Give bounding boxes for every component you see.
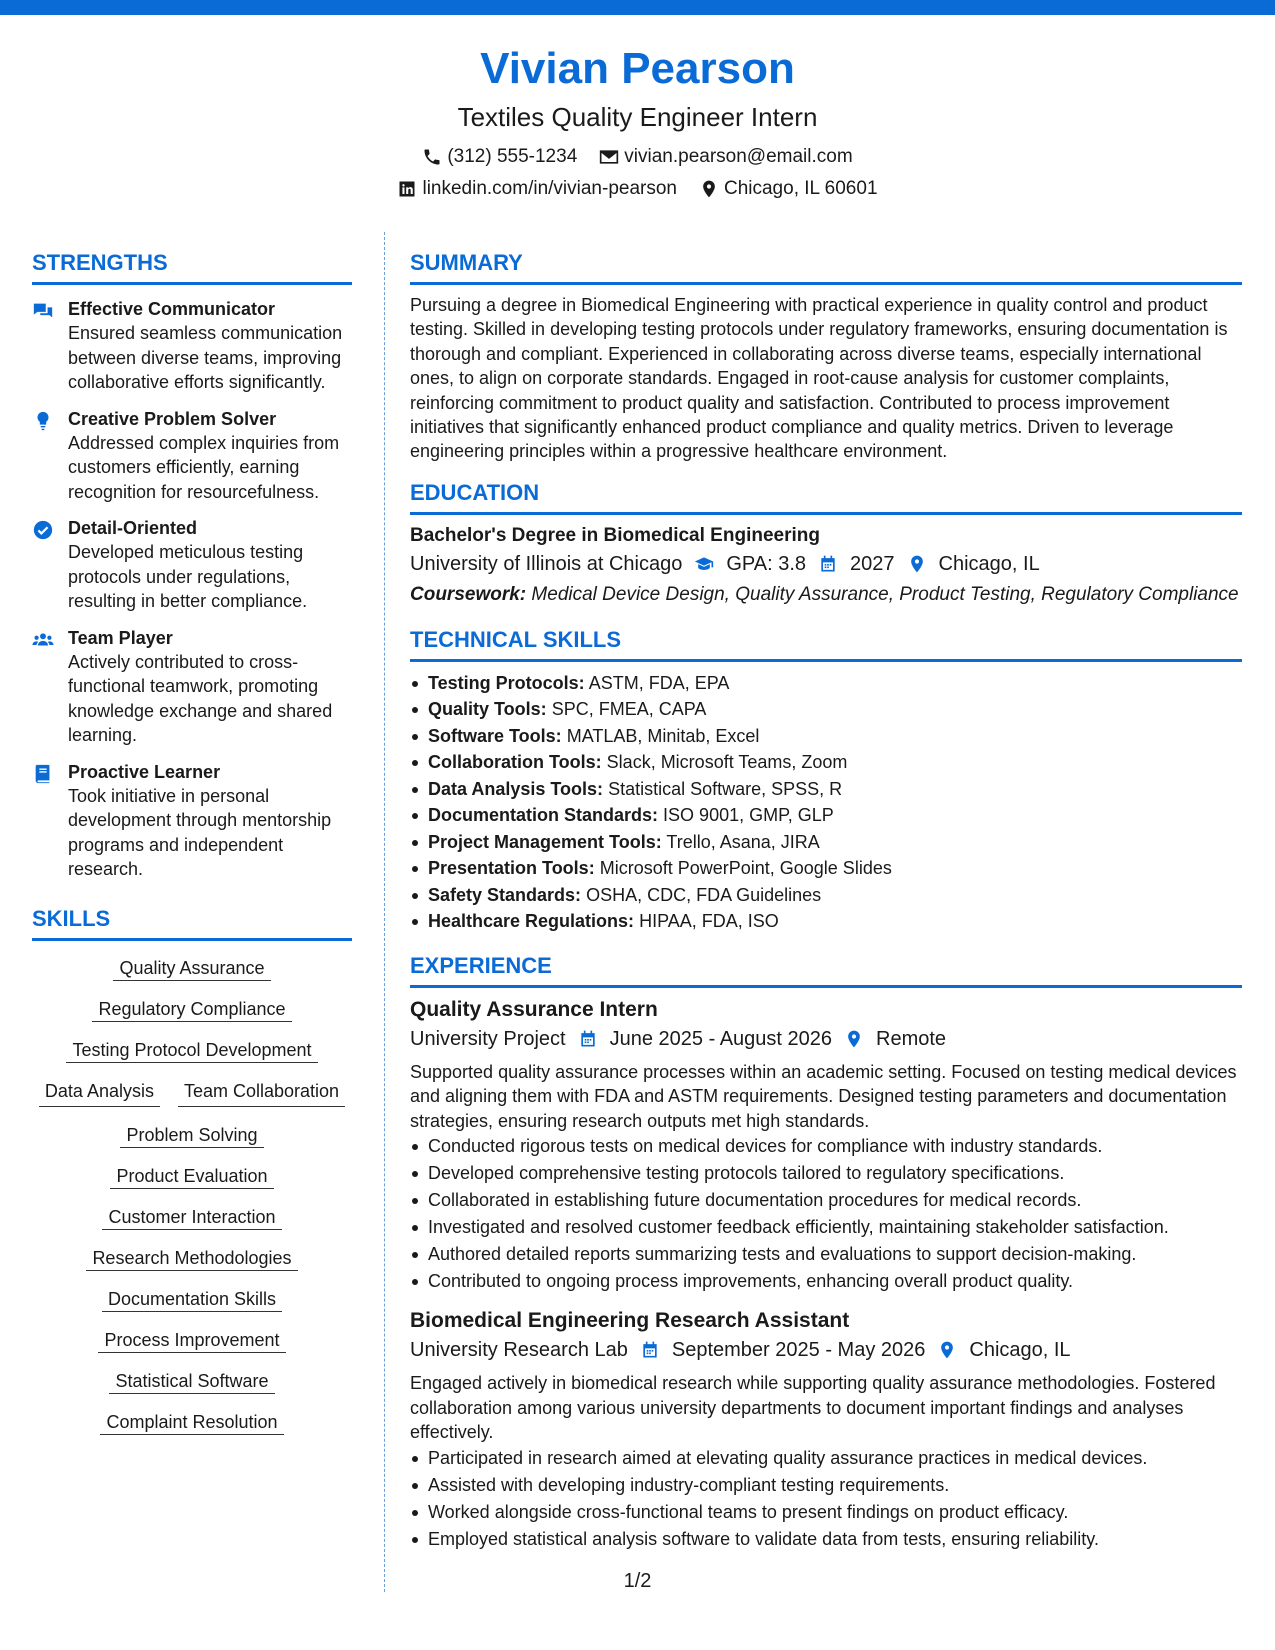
skill-tag: Documentation Skills	[102, 1289, 282, 1312]
skill-tags	[32, 941, 352, 1450]
candidate-title: Textiles Quality Engineer Intern	[457, 102, 818, 132]
calendar-icon	[818, 554, 838, 574]
candidate-name: Vivian Pearson	[480, 44, 795, 93]
list-item	[410, 802, 1242, 829]
email-text: vivian.pearson@email.com	[624, 146, 853, 167]
job-org: University Research Lab	[410, 1339, 628, 1362]
contact-location	[699, 176, 878, 202]
skill-value: HIPAA, FDA, ISO	[639, 911, 779, 932]
linkedin-text: linkedin.com/in/vivian-pearson	[422, 178, 677, 199]
graduation-year: 2027	[850, 552, 895, 575]
strengths-section	[32, 248, 352, 882]
skill-tag: Customer Interaction	[102, 1207, 281, 1230]
lightbulb-icon	[32, 410, 54, 432]
skill-row	[32, 1409, 352, 1435]
contact-linkedin	[397, 176, 677, 202]
skill-row	[32, 1368, 352, 1394]
job-entry	[410, 996, 1242, 1296]
strength-title: Team Player	[68, 627, 173, 648]
skill-label: Quality Tools:	[428, 699, 547, 720]
skills-heading: SKILLS	[32, 904, 352, 941]
list-item: Investigated and resolved customer feedback efficiently, maintaining stakeholder satisfaction.	[410, 1214, 1242, 1241]
contact-row-2	[0, 176, 1275, 202]
skill-value: ASTM, FDA, EPA	[588, 672, 730, 693]
skill-row	[32, 1327, 352, 1353]
strength-item	[32, 760, 352, 882]
map-pin-icon	[699, 179, 719, 199]
skill-tag: Regulatory Compliance	[92, 999, 291, 1022]
list-item	[410, 855, 1242, 882]
skill-tag: Team Collaboration	[178, 1078, 345, 1107]
list-item: Participated in research aimed at elevating quality assurance practices in medical devices.	[410, 1445, 1242, 1472]
list-item: Collaborated in establishing future documentation procedures for medical records.	[410, 1187, 1242, 1214]
calendar-icon	[640, 1340, 660, 1360]
map-pin-icon	[844, 1029, 864, 1049]
job-org: University Project	[410, 1027, 566, 1050]
strength-desc: Took initiative in personal development through mentorship programs and independent research.	[68, 785, 332, 879]
list-item	[410, 749, 1242, 776]
map-pin-icon	[937, 1340, 957, 1360]
strength-title: Effective Communicator	[68, 299, 276, 319]
experience-section	[410, 951, 1242, 1553]
summary-text: Pursuing a degree in Biomedical Engineering with practical experience in quality control and product testing. Skilled in developing testing protocols under regulatory frameworks, ensuring documentation is thorough and compliant. Experienced in collaborating across diverse teams, especially international ones, to align on corporate standards. Engaged in root-cause analysis for customer complaints, reinforcing commitment to product quality and satisfaction. Contributed to process improvement initiatives that significantly enhanced product compliance and quality metrics. Driven to leverage engineering principles within a progressive healthcare environment.	[410, 295, 1228, 462]
list-item	[410, 696, 1242, 723]
list-item: Contributed to ongoing process improvements, enhancing overall product quality.	[410, 1268, 1242, 1295]
resume-header	[0, 40, 1275, 202]
skill-value: OSHA, CDC, FDA Guidelines	[586, 884, 822, 905]
skill-tag: Process Improvement	[98, 1330, 285, 1353]
strength-item	[32, 297, 352, 395]
skill-tag: Statistical Software	[109, 1371, 274, 1394]
skill-row	[32, 1163, 352, 1189]
strength-title: Creative Problem Solver	[68, 408, 277, 429]
map-pin-icon	[907, 554, 927, 574]
education-section	[410, 478, 1242, 607]
job-dates: September 2025 - May 2026	[671, 1339, 926, 1362]
skill-value: MATLAB, Minitab, Excel	[566, 725, 760, 746]
strength-item	[32, 407, 352, 505]
job-title: Quality Assurance Intern	[410, 997, 658, 1021]
skill-row	[32, 1037, 352, 1063]
summary-section	[410, 248, 1242, 464]
skill-tag: Product Evaluation	[110, 1166, 273, 1189]
experience-heading: EXPERIENCE	[410, 951, 1242, 988]
strength-desc: Addressed complex inquiries from customers efficiently, earning recognition for resourcefulness.	[68, 432, 340, 502]
job-dates: June 2025 - August 2026	[609, 1027, 833, 1050]
coursework-label: Coursework:	[410, 583, 527, 605]
skill-value: Microsoft PowerPoint, Google Slides	[599, 858, 892, 879]
list-item: Employed statistical analysis software to validate data from tests, ensuring reliability.	[410, 1526, 1242, 1553]
technical-skills-section	[410, 625, 1242, 935]
list-item	[410, 723, 1242, 750]
phone-text: (312) 555-1234	[447, 146, 578, 167]
skill-label: Documentation Standards:	[428, 805, 659, 826]
envelope-icon	[599, 147, 619, 167]
job-bullets	[410, 1133, 1242, 1295]
contact-email	[599, 144, 852, 170]
list-item	[410, 882, 1242, 909]
skill-tag: Complaint Resolution	[100, 1412, 283, 1435]
coursework	[410, 583, 1242, 607]
users-icon	[32, 629, 54, 651]
skill-row	[32, 1245, 352, 1271]
page-number: 1/2	[623, 1570, 652, 1592]
technical-skills-heading: TECHNICAL SKILLS	[410, 625, 1242, 662]
skill-label: Safety Standards:	[428, 884, 582, 905]
skill-label: Presentation Tools:	[428, 858, 595, 879]
right-column	[410, 248, 1242, 1553]
skill-label: Project Management Tools:	[428, 831, 662, 852]
top-accent-bar	[0, 0, 1275, 15]
strength-item	[32, 516, 352, 614]
skill-value: ISO 9001, GMP, GLP	[663, 805, 834, 826]
skill-value: Statistical Software, SPSS, R	[608, 778, 843, 799]
school-name: University of Illinois at Chicago	[410, 552, 683, 575]
list-item: Developed comprehensive testing protocols tailored to regulatory specifications.	[410, 1160, 1242, 1187]
skill-tag: Problem Solving	[120, 1125, 263, 1148]
job-description: Engaged actively in biomedical research while supporting quality assurance methodologies. Fostered collaboration among various university departments to document important findings and analyses effectively.	[410, 1373, 1216, 1443]
strengths-heading: STRENGTHS	[32, 248, 352, 285]
location-text: Chicago, IL 60601	[723, 178, 878, 199]
skill-row	[32, 1122, 352, 1148]
strength-desc: Developed meticulous testing protocols under regulations, resulting in better compliance.	[68, 542, 308, 611]
list-item	[410, 670, 1242, 697]
degree-title: Bachelor's Degree in Biomedical Engineering	[410, 524, 820, 546]
education-heading: EDUCATION	[410, 478, 1242, 515]
skill-label: Data Analysis Tools:	[428, 778, 604, 799]
skill-row	[32, 996, 352, 1022]
strength-item	[32, 626, 352, 748]
book-icon	[32, 763, 54, 785]
contact-phone	[422, 144, 577, 170]
skill-label: Healthcare Regulations:	[428, 911, 635, 932]
technical-skills-list	[410, 670, 1242, 935]
job-bullets	[410, 1445, 1242, 1553]
job-meta	[410, 1335, 1242, 1365]
calendar-icon	[578, 1029, 598, 1049]
skill-row	[32, 1286, 352, 1312]
skill-tag: Quality Assurance	[113, 958, 270, 981]
graduation-cap-icon	[694, 554, 714, 574]
skills-section	[32, 904, 352, 1450]
job-description: Supported quality assurance processes within an academic setting. Focused on testing medical devices and aligning them with FDA and ASTM requirements. Designed testing parameters and documentation strategies, ensuring research outputs met high standards.	[410, 1061, 1237, 1131]
list-item	[410, 829, 1242, 856]
job-title: Biomedical Engineering Research Assistant	[410, 1309, 850, 1333]
skill-value: Trello, Asana, JIRA	[666, 831, 820, 852]
strength-desc: Ensured seamless communication between diverse teams, improving collaborative efforts significantly.	[68, 323, 343, 392]
skill-row	[32, 1204, 352, 1230]
skill-label: Testing Protocols:	[428, 672, 585, 693]
check-circle-icon	[32, 519, 54, 541]
list-item	[410, 908, 1242, 935]
left-column	[32, 248, 352, 1450]
job-meta	[410, 1024, 1242, 1054]
list-item: Assisted with developing industry-compliant testing requirements.	[410, 1472, 1242, 1499]
linkedin-icon	[397, 179, 417, 199]
skill-tag: Testing Protocol Development	[66, 1040, 317, 1063]
skill-value: SPC, FMEA, CAPA	[551, 699, 707, 720]
gpa-text: GPA: 3.8	[726, 552, 807, 575]
strength-title: Proactive Learner	[68, 761, 221, 782]
list-item: Conducted rigorous tests on medical devices for compliance with industry standards.	[410, 1133, 1242, 1160]
job-entry	[410, 1307, 1242, 1553]
education-meta	[410, 549, 1242, 579]
skill-tag: Research Methodologies	[86, 1248, 297, 1271]
chat-icon	[32, 300, 54, 322]
job-location: Chicago, IL	[969, 1339, 1071, 1362]
coursework-list: Medical Device Design, Quality Assurance, Product Testing, Regulatory Compliance	[531, 583, 1239, 605]
list-item: Worked alongside cross-functional teams to present findings on product efficacy.	[410, 1499, 1242, 1526]
skill-label: Collaboration Tools:	[428, 752, 602, 773]
skill-row	[32, 955, 352, 981]
contact-row-1	[0, 144, 1275, 170]
job-location: Remote	[876, 1027, 947, 1050]
phone-icon	[422, 147, 442, 167]
education-location: Chicago, IL	[938, 552, 1040, 575]
list-item: Authored detailed reports summarizing tests and evaluations to support decision-making.	[410, 1241, 1242, 1268]
skill-value: Slack, Microsoft Teams, Zoom	[606, 752, 848, 773]
strength-desc: Actively contributed to cross-functional teamwork, promoting knowledge exchange and shared learning.	[68, 651, 333, 745]
list-item	[410, 776, 1242, 803]
summary-heading: SUMMARY	[410, 248, 1242, 285]
column-divider	[384, 232, 385, 1592]
skill-tag: Data Analysis	[39, 1078, 160, 1107]
strength-title: Detail-Oriented	[68, 518, 198, 538]
skill-label: Software Tools:	[428, 725, 562, 746]
